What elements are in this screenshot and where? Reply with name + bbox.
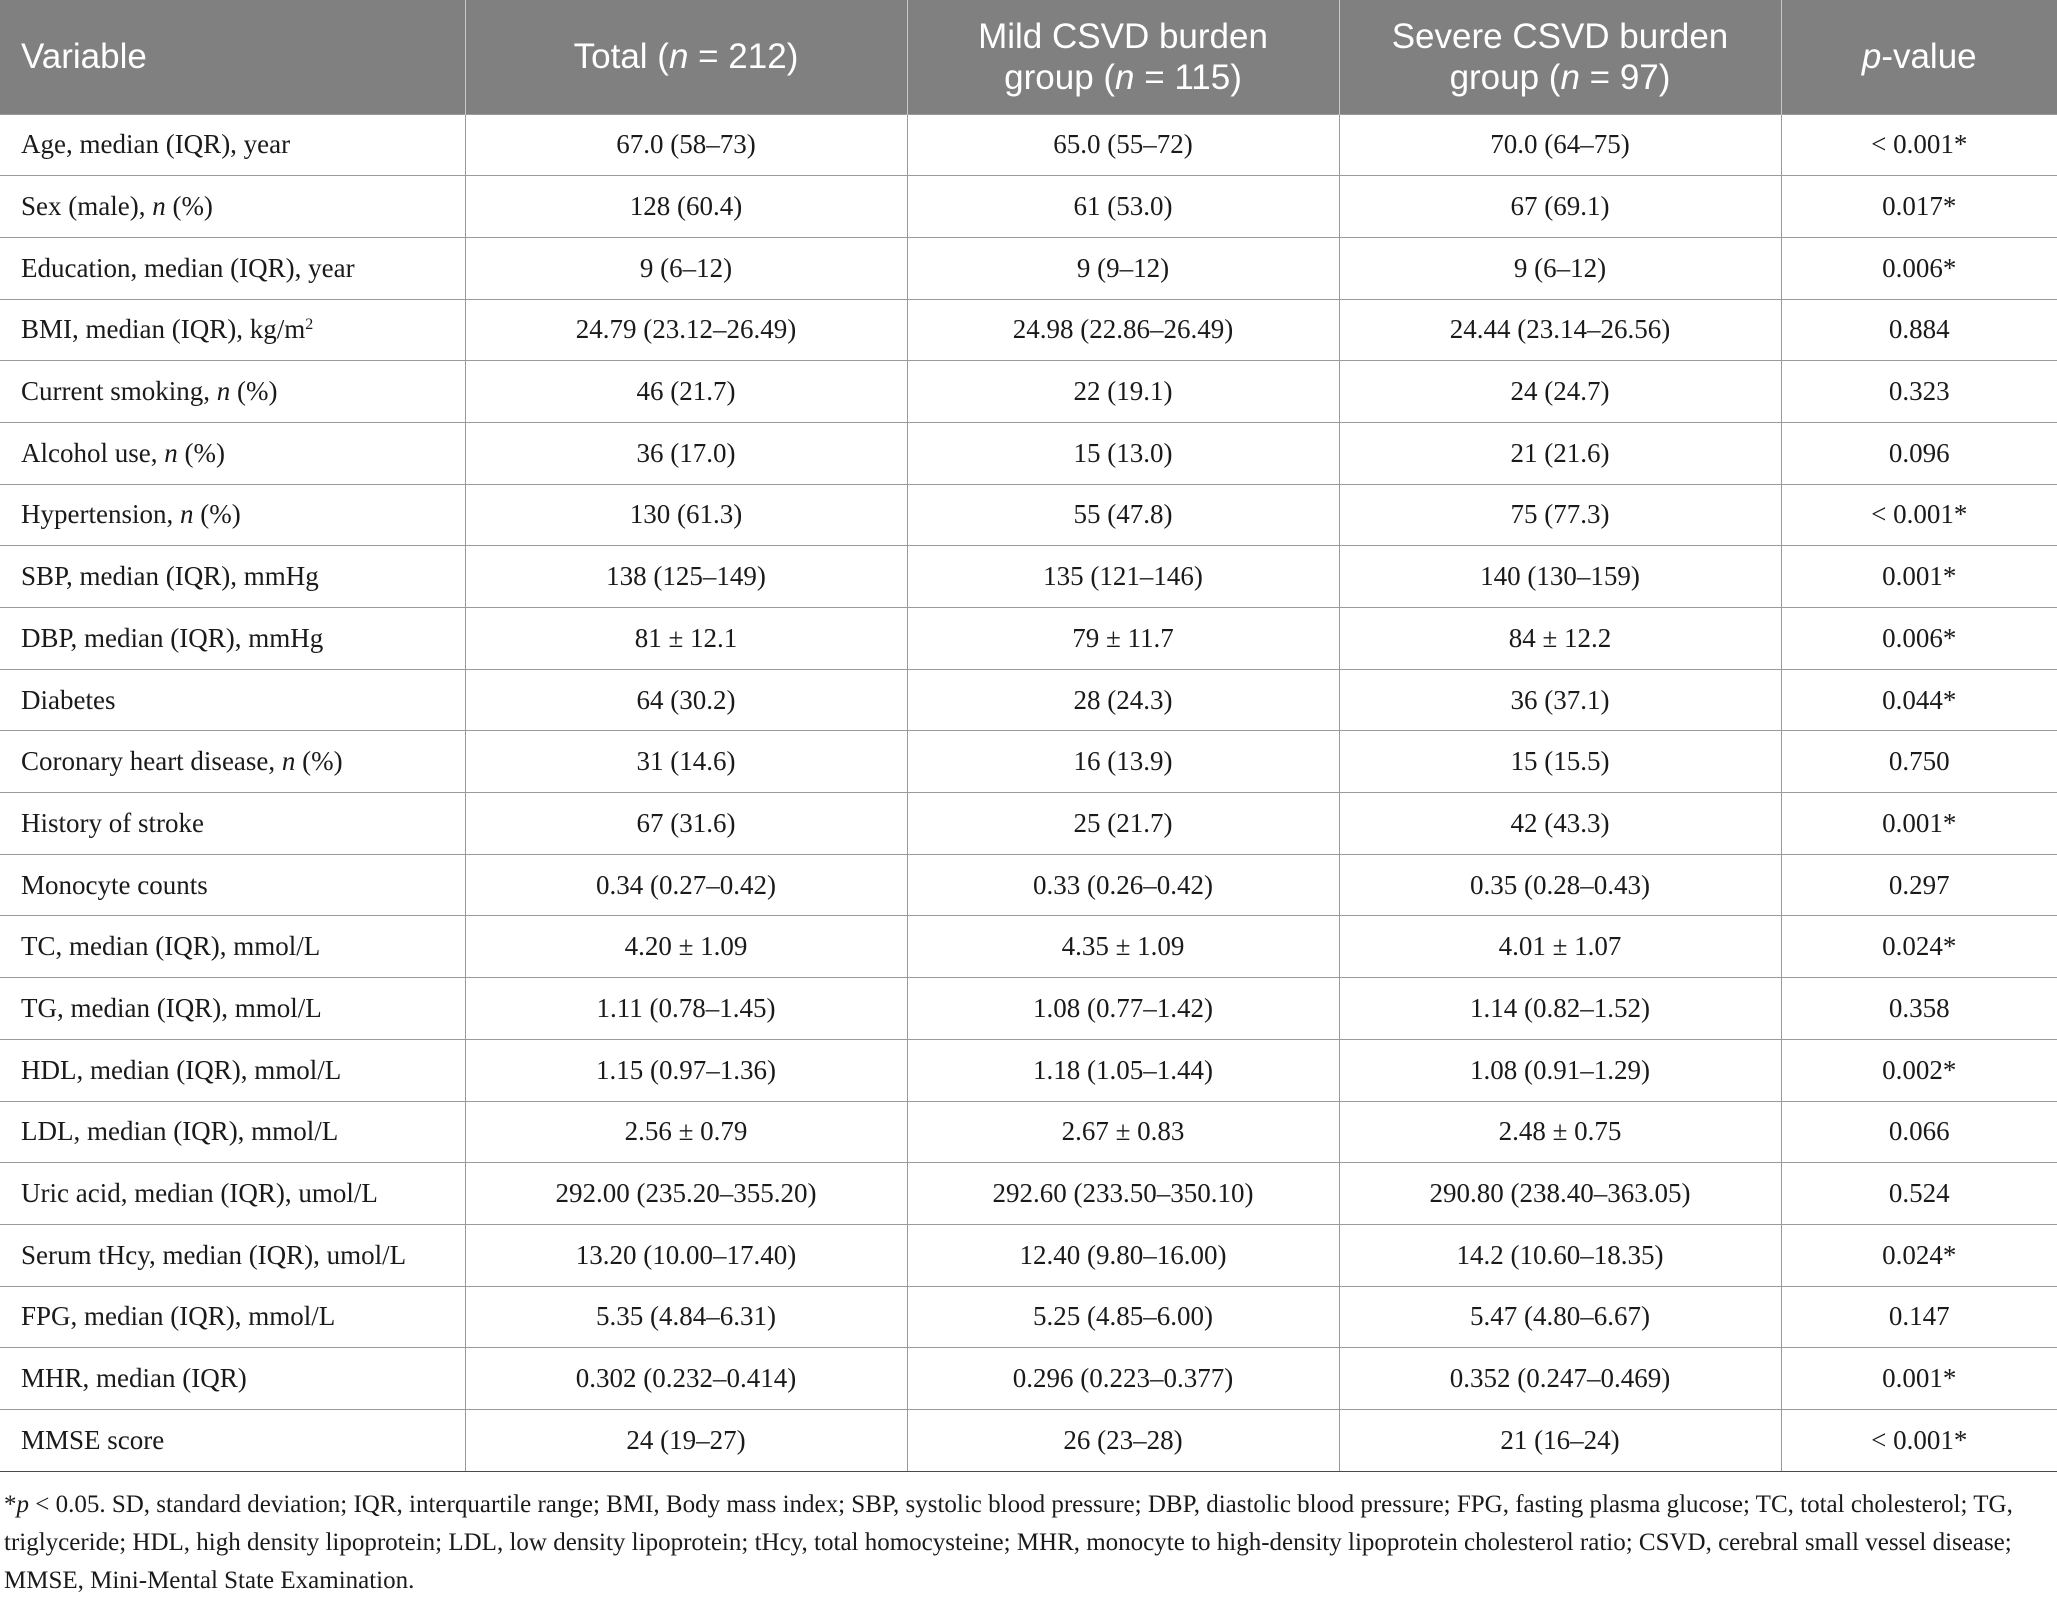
variable-label: (%) bbox=[177, 437, 225, 468]
total-cell: 67 (31.6) bbox=[465, 793, 907, 855]
severe-group-cell: 140 (130–159) bbox=[1339, 546, 1781, 608]
table-row bbox=[0, 978, 2057, 1040]
severe-group-cell: 21 (16–24) bbox=[1339, 1409, 1781, 1471]
mild-group-cell: 28 (24.3) bbox=[907, 669, 1339, 731]
total-cell: 138 (125–149) bbox=[465, 546, 907, 608]
p-value-cell: 0.001* bbox=[1781, 793, 2057, 855]
table-row bbox=[0, 1039, 2057, 1101]
mild-group-cell: 79 ± 11.7 bbox=[907, 608, 1339, 670]
total-cell: 24.79 (23.12–26.49) bbox=[465, 299, 907, 361]
variable-label: LDL, median (IQR), mmol/L bbox=[21, 1116, 339, 1147]
severe-group-cell: 21 (21.6) bbox=[1339, 422, 1781, 484]
header-text: Mild CSVD burden bbox=[978, 16, 1268, 56]
variable-cell bbox=[0, 1409, 465, 1471]
mild-group-cell: 24.98 (22.86–26.49) bbox=[907, 299, 1339, 361]
mild-group-cell: 1.08 (0.77–1.42) bbox=[907, 978, 1339, 1040]
severe-group-cell: 15 (15.5) bbox=[1339, 731, 1781, 793]
variable-label: Coronary heart disease, bbox=[21, 746, 282, 777]
severe-group-cell: 1.08 (0.91–1.29) bbox=[1339, 1039, 1781, 1101]
total-cell: 64 (30.2) bbox=[465, 669, 907, 731]
p-value-cell: 0.006* bbox=[1781, 608, 2057, 670]
mild-group-cell: 1.18 (1.05–1.44) bbox=[907, 1039, 1339, 1101]
header-variable bbox=[0, 0, 465, 114]
footnote-text: < 0.05. SD, standard deviation; IQR, interquartile range; BMI, Body mass index; SBP, systolic blood pressure; DBP, diastolic blood pressure; FPG, fasting plasma glucose; TC, total cholesterol; TG, triglyceride; HDL, high density lipoprotein; LDL, low density lipoprotein; tHcy, total homocysteine; MHR, monocyte to high-density lipoprotein cholesterol ratio; CSVD, cerebral small vessel disease; MMSE, Mini-Mental State Examination. bbox=[4, 1491, 2013, 1594]
footnote-star: * bbox=[4, 1491, 17, 1518]
mild-group-cell: 0.33 (0.26–0.42) bbox=[907, 854, 1339, 916]
variable-label: Alcohol use, bbox=[21, 437, 165, 468]
variable-label-italic: n bbox=[281, 746, 296, 777]
mild-group-cell: 61 (53.0) bbox=[907, 176, 1339, 238]
total-cell: 13.20 (10.00–17.40) bbox=[465, 1224, 907, 1286]
p-value-cell: 0.024* bbox=[1781, 1224, 2057, 1286]
p-value-cell: 0.066 bbox=[1781, 1101, 2057, 1163]
total-cell: 0.34 (0.27–0.42) bbox=[465, 854, 907, 916]
variable-cell bbox=[0, 1348, 465, 1410]
variable-cell bbox=[0, 237, 465, 299]
mild-group-cell: 4.35 ± 1.09 bbox=[907, 916, 1339, 978]
severe-group-cell: 0.352 (0.247–0.469) bbox=[1339, 1348, 1781, 1410]
total-cell: 4.20 ± 1.09 bbox=[465, 916, 907, 978]
severe-group-cell: 4.01 ± 1.07 bbox=[1339, 916, 1781, 978]
variable-label: Serum tHcy, median (IQR), umol/L bbox=[21, 1239, 407, 1270]
total-cell: 128 (60.4) bbox=[465, 176, 907, 238]
variable-label-superscript: 2 bbox=[305, 316, 314, 334]
header-text: = 212) bbox=[688, 37, 799, 77]
variable-label: TC, median (IQR), mmol/L bbox=[21, 931, 321, 962]
header-italic-symbol: p bbox=[1861, 37, 1882, 77]
variable-cell bbox=[0, 793, 465, 855]
p-value-cell: < 0.001* bbox=[1781, 114, 2057, 176]
p-value-cell: 0.297 bbox=[1781, 854, 2057, 916]
table-row bbox=[0, 1101, 2057, 1163]
variable-cell bbox=[0, 176, 465, 238]
variable-label: MMSE score bbox=[21, 1424, 165, 1455]
table-row bbox=[0, 1163, 2057, 1225]
variable-label: (%) bbox=[165, 191, 213, 222]
variable-label: MHR, median (IQR) bbox=[21, 1363, 247, 1394]
table-row bbox=[0, 361, 2057, 423]
header-text: Total ( bbox=[573, 37, 669, 77]
mild-group-cell: 292.60 (233.50–350.10) bbox=[907, 1163, 1339, 1225]
total-cell: 9 (6–12) bbox=[465, 237, 907, 299]
total-cell: 292.00 (235.20–355.20) bbox=[465, 1163, 907, 1225]
severe-group-cell: 24.44 (23.14–26.56) bbox=[1339, 299, 1781, 361]
variable-label: Hypertension, bbox=[21, 499, 180, 530]
mild-group-cell: 15 (13.0) bbox=[907, 422, 1339, 484]
table-row bbox=[0, 114, 2057, 176]
variable-label: Uric acid, median (IQR), umol/L bbox=[21, 1178, 378, 1209]
total-cell: 67.0 (58–73) bbox=[465, 114, 907, 176]
severe-group-cell: 84 ± 12.2 bbox=[1339, 608, 1781, 670]
variable-label: Current smoking, bbox=[21, 376, 217, 407]
variable-cell bbox=[0, 299, 465, 361]
table-row bbox=[0, 1409, 2057, 1471]
mild-group-cell: 135 (121–146) bbox=[907, 546, 1339, 608]
header-text: group ( bbox=[1449, 57, 1561, 97]
severe-group-cell: 9 (6–12) bbox=[1339, 237, 1781, 299]
p-value-cell: 0.147 bbox=[1781, 1286, 2057, 1348]
variable-cell bbox=[0, 1224, 465, 1286]
variable-label: Sex (male), bbox=[21, 191, 153, 222]
table-footnote bbox=[4, 1486, 2049, 1600]
header-row bbox=[0, 0, 2057, 114]
table-row bbox=[0, 793, 2057, 855]
variable-cell bbox=[0, 1163, 465, 1225]
table-row bbox=[0, 731, 2057, 793]
mild-group-cell: 0.296 (0.223–0.377) bbox=[907, 1348, 1339, 1410]
header-italic-symbol: n bbox=[1115, 57, 1135, 97]
variable-cell bbox=[0, 854, 465, 916]
mild-group-cell: 26 (23–28) bbox=[907, 1409, 1339, 1471]
total-cell: 130 (61.3) bbox=[465, 484, 907, 546]
variable-cell bbox=[0, 422, 465, 484]
variable-label: Monocyte counts bbox=[21, 869, 208, 900]
total-cell: 81 ± 12.1 bbox=[465, 608, 907, 670]
variable-cell bbox=[0, 1286, 465, 1348]
header-mild-group bbox=[907, 0, 1339, 114]
table-row bbox=[0, 237, 2057, 299]
table-row bbox=[0, 1224, 2057, 1286]
table-row bbox=[0, 1286, 2057, 1348]
variable-cell bbox=[0, 1039, 465, 1101]
severe-group-cell: 42 (43.3) bbox=[1339, 793, 1781, 855]
variable-label: SBP, median (IQR), mmHg bbox=[21, 561, 319, 592]
header-italic-symbol: n bbox=[668, 37, 689, 77]
variable-label: Education, median (IQR), year bbox=[21, 252, 355, 283]
p-value-cell: 0.017* bbox=[1781, 176, 2057, 238]
severe-group-cell: 70.0 (64–75) bbox=[1339, 114, 1781, 176]
table-body bbox=[0, 114, 2057, 1471]
table-row bbox=[0, 546, 2057, 608]
p-value-cell: 0.323 bbox=[1781, 361, 2057, 423]
mild-group-cell: 2.67 ± 0.83 bbox=[907, 1101, 1339, 1163]
p-value-cell: 0.006* bbox=[1781, 237, 2057, 299]
total-cell: 46 (21.7) bbox=[465, 361, 907, 423]
variable-cell bbox=[0, 361, 465, 423]
table-row bbox=[0, 854, 2057, 916]
p-value-cell: 0.001* bbox=[1781, 546, 2057, 608]
variable-label: (%) bbox=[230, 376, 278, 407]
mild-group-cell: 22 (19.1) bbox=[907, 361, 1339, 423]
mild-group-cell: 5.25 (4.85–6.00) bbox=[907, 1286, 1339, 1348]
p-value-cell: 0.750 bbox=[1781, 731, 2057, 793]
mild-group-cell: 9 (9–12) bbox=[907, 237, 1339, 299]
mild-group-cell: 12.40 (9.80–16.00) bbox=[907, 1224, 1339, 1286]
variable-label: TG, median (IQR), mmol/L bbox=[21, 992, 322, 1023]
variable-label-italic: n bbox=[152, 191, 166, 222]
p-value-cell: < 0.001* bbox=[1781, 1409, 2057, 1471]
variable-label: BMI, median (IQR), kg/m bbox=[21, 314, 306, 345]
total-cell: 2.56 ± 0.79 bbox=[465, 1101, 907, 1163]
variable-cell bbox=[0, 114, 465, 176]
p-value-cell: 0.002* bbox=[1781, 1039, 2057, 1101]
variable-label-italic: n bbox=[216, 376, 231, 407]
header-text: Severe CSVD burden bbox=[1391, 16, 1729, 56]
severe-group-cell: 290.80 (238.40–363.05) bbox=[1339, 1163, 1781, 1225]
p-value-cell: 0.024* bbox=[1781, 916, 2057, 978]
variable-label: Diabetes bbox=[21, 684, 116, 715]
p-value-cell: 0.096 bbox=[1781, 422, 2057, 484]
table-row bbox=[0, 669, 2057, 731]
mild-group-cell: 25 (21.7) bbox=[907, 793, 1339, 855]
variable-cell bbox=[0, 916, 465, 978]
p-value-cell: 0.044* bbox=[1781, 669, 2057, 731]
header-text: = 115) bbox=[1134, 57, 1242, 97]
variable-cell bbox=[0, 731, 465, 793]
variable-label-italic: n bbox=[164, 437, 178, 468]
variable-label: HDL, median (IQR), mmol/L bbox=[21, 1054, 342, 1085]
mild-group-cell: 65.0 (55–72) bbox=[907, 114, 1339, 176]
table-row bbox=[0, 422, 2057, 484]
table-row bbox=[0, 176, 2057, 238]
total-cell: 1.15 (0.97–1.36) bbox=[465, 1039, 907, 1101]
table-row bbox=[0, 484, 2057, 546]
severe-group-cell: 5.47 (4.80–6.67) bbox=[1339, 1286, 1781, 1348]
header-text: = 97) bbox=[1579, 57, 1671, 97]
header-text: -value bbox=[1881, 37, 1977, 77]
header-total bbox=[465, 0, 907, 114]
total-cell: 5.35 (4.84–6.31) bbox=[465, 1286, 907, 1348]
table-header bbox=[0, 0, 2057, 114]
severe-group-cell: 36 (37.1) bbox=[1339, 669, 1781, 731]
variable-cell bbox=[0, 546, 465, 608]
header-severe-group bbox=[1339, 0, 1781, 114]
variable-cell bbox=[0, 1101, 465, 1163]
table-row bbox=[0, 916, 2057, 978]
severe-group-cell: 24 (24.7) bbox=[1339, 361, 1781, 423]
severe-group-cell: 2.48 ± 0.75 bbox=[1339, 1101, 1781, 1163]
total-cell: 31 (14.6) bbox=[465, 731, 907, 793]
header-p-value bbox=[1781, 0, 2057, 114]
header-text: Variable bbox=[21, 37, 147, 77]
variable-cell bbox=[0, 978, 465, 1040]
mild-group-cell: 16 (13.9) bbox=[907, 731, 1339, 793]
variable-label: DBP, median (IQR), mmHg bbox=[21, 622, 324, 653]
header-text: group ( bbox=[1004, 57, 1116, 97]
severe-group-cell: 75 (77.3) bbox=[1339, 484, 1781, 546]
variable-label: History of stroke bbox=[21, 807, 204, 838]
variable-label: (%) bbox=[295, 746, 343, 777]
p-value-cell: 0.884 bbox=[1781, 299, 2057, 361]
total-cell: 24 (19–27) bbox=[465, 1409, 907, 1471]
p-value-cell: 0.001* bbox=[1781, 1348, 2057, 1410]
footnote-p-symbol: p bbox=[16, 1491, 29, 1518]
total-cell: 36 (17.0) bbox=[465, 422, 907, 484]
table-row bbox=[0, 608, 2057, 670]
variable-cell bbox=[0, 669, 465, 731]
header-italic-symbol: n bbox=[1560, 57, 1580, 97]
severe-group-cell: 1.14 (0.82–1.52) bbox=[1339, 978, 1781, 1040]
variable-cell bbox=[0, 608, 465, 670]
variable-label: Age, median (IQR), year bbox=[21, 129, 291, 160]
p-value-cell: 0.358 bbox=[1781, 978, 2057, 1040]
variable-label: FPG, median (IQR), mmol/L bbox=[21, 1301, 336, 1332]
variable-cell bbox=[0, 484, 465, 546]
p-value-cell: 0.524 bbox=[1781, 1163, 2057, 1225]
variable-label: (%) bbox=[193, 499, 241, 530]
severe-group-cell: 0.35 (0.28–0.43) bbox=[1339, 854, 1781, 916]
total-cell: 0.302 (0.232–0.414) bbox=[465, 1348, 907, 1410]
table-row bbox=[0, 1348, 2057, 1410]
mild-group-cell: 55 (47.8) bbox=[907, 484, 1339, 546]
severe-group-cell: 14.2 (10.60–18.35) bbox=[1339, 1224, 1781, 1286]
variable-label-italic: n bbox=[179, 499, 194, 530]
severe-group-cell: 67 (69.1) bbox=[1339, 176, 1781, 238]
table-row bbox=[0, 299, 2057, 361]
total-cell: 1.11 (0.78–1.45) bbox=[465, 978, 907, 1040]
p-value-cell: < 0.001* bbox=[1781, 484, 2057, 546]
